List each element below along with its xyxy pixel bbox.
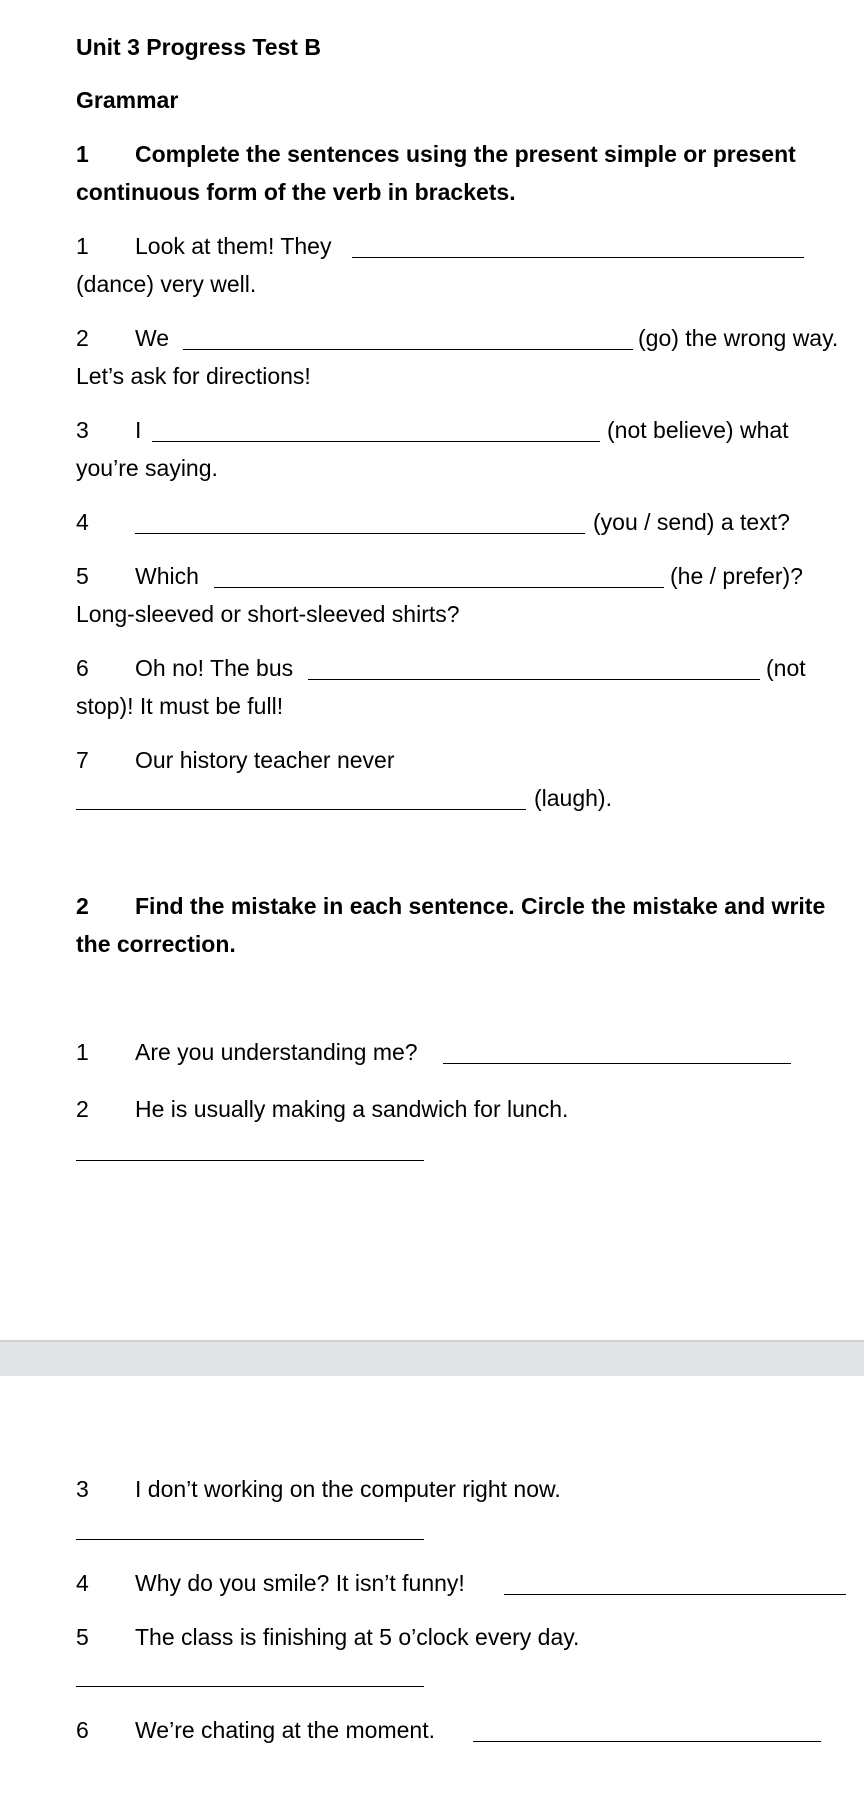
answer-blank[interactable] [76,1662,424,1687]
item-text: I [135,417,142,443]
item-text: We [135,325,170,351]
ex1-item-6-continuation: stop)! It must be full! [76,693,284,719]
item-number: 6 [76,1717,89,1743]
exercise1-instruction-line2: continuous form of the verb in brackets. [76,179,516,205]
item-text-after: (not [766,655,806,681]
ex1-item-1-continuation: (dance) very well. [76,271,257,297]
exercise2-instruction-line2: the correction. [76,931,236,957]
ex1-item-5-continuation: Long-sleeved or short-sleeved shirts? [76,601,460,627]
item-text-after: (you / send) a text? [593,509,790,535]
answer-blank[interactable] [352,233,804,258]
page-break [0,1340,864,1376]
answer-blank[interactable] [76,1136,424,1161]
section-heading: Grammar [76,87,179,113]
item-number: 1 [76,233,89,259]
item-text-after: (laugh). [534,785,612,811]
answer-blank[interactable] [135,509,585,534]
item-number: 1 [76,1039,89,1065]
item-number: 2 [76,1096,89,1122]
item-text-after: (go) the wrong way. [638,325,839,351]
exercise2-number: 2 [76,893,89,919]
answer-blank[interactable] [76,1515,424,1540]
item-number: 6 [76,655,89,681]
exercise1-number: 1 [76,141,89,167]
ex1-item-2-continuation: Let’s ask for directions! [76,363,311,389]
answer-blank[interactable] [152,417,600,442]
item-number: 5 [76,563,89,589]
item-number: 4 [76,509,89,535]
answer-blank[interactable] [473,1717,821,1742]
item-text: I don’t working on the computer right now. [135,1476,561,1502]
exercise1-instruction-line1: Complete the sentences using the present simple or present [135,141,796,167]
item-text: Which [135,563,199,589]
item-number: 7 [76,747,89,773]
item-number: 3 [76,1476,89,1502]
item-text: Oh no! The bus [135,655,294,681]
item-text: Our history teacher never [135,747,395,773]
exercise2-instruction-line1: Find the mistake in each sentence. Circle the mistake and write [135,893,826,919]
item-text: We’re chating at the moment. [135,1717,435,1743]
answer-blank[interactable] [183,325,633,350]
item-number: 3 [76,417,89,443]
item-number: 5 [76,1624,89,1650]
item-text: Why do you smile? It isn’t funny! [135,1570,465,1596]
item-number: 2 [76,325,89,351]
answer-blank[interactable] [308,655,760,680]
item-text: He is usually making a sandwich for lunch. [135,1096,569,1122]
answer-blank[interactable] [214,563,664,588]
item-text-after: (not believe) what [607,417,789,443]
ex1-item-3-continuation: you’re saying. [76,455,218,481]
item-text-after: (he / prefer)? [670,563,803,589]
answer-blank[interactable] [504,1570,846,1595]
item-text: Are you understanding me? [135,1039,418,1065]
answer-blank[interactable] [76,785,526,810]
item-text: The class is finishing at 5 o’clock every day. [135,1624,580,1650]
answer-blank[interactable] [443,1039,791,1064]
item-number: 4 [76,1570,89,1596]
item-text: Look at them! They [135,233,332,259]
page-title: Unit 3 Progress Test B [76,34,321,60]
